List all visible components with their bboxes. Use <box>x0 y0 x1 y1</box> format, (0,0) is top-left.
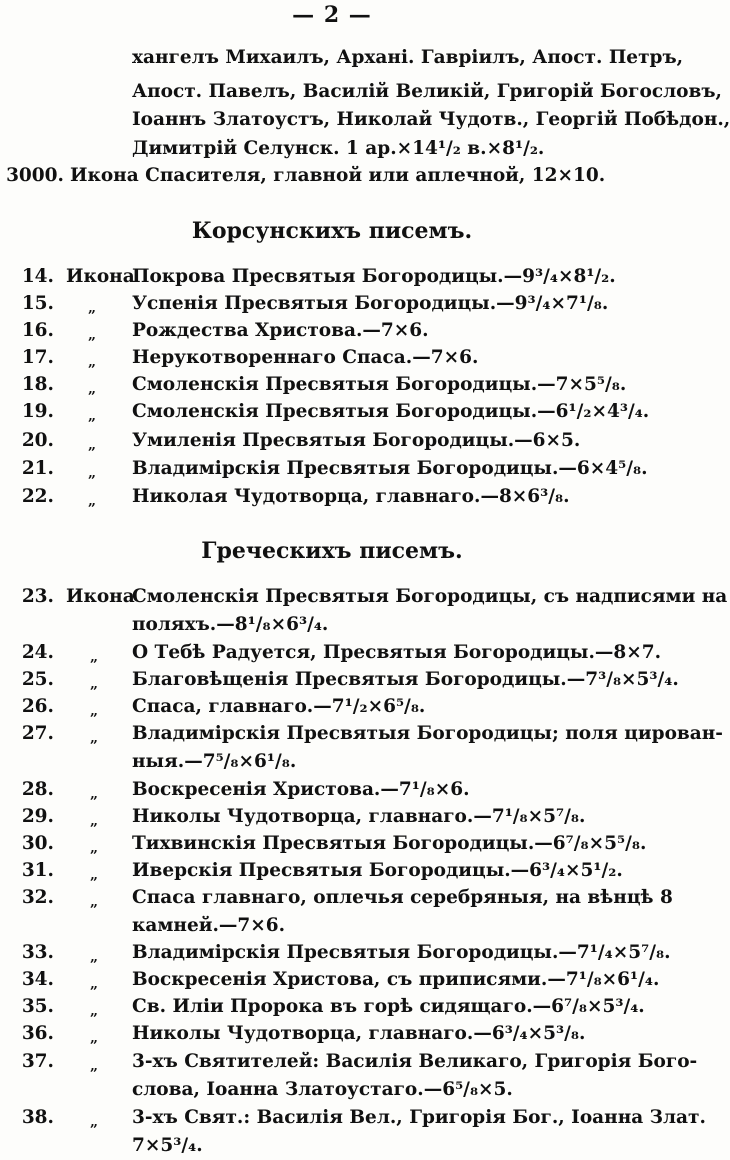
ditto-mark: „ <box>90 676 99 692</box>
entry-number: 21. <box>21 458 54 479</box>
ditto-mark: „ <box>90 730 99 746</box>
continuation-line-1: хангелъ Михаилъ, Архані. Гавріилъ, Апост. Петръ, <box>132 47 684 68</box>
entry-text: Смоленскія Пресвятыя Богородицы.—7×5⁵/₈. <box>132 374 627 395</box>
entry-text-line: Воскресенія Христова, съ приписями.—7¹/₈×6¹/₄. <box>132 969 660 990</box>
entry-lead-word: Икона <box>66 266 135 287</box>
entry-number: 29. <box>21 806 54 827</box>
entry-text: Смоленскія Пресвятыя Богородицы.—6¹/₂×4³/₄. <box>132 401 650 422</box>
entry-number: 33. <box>21 942 54 963</box>
continuation-line-3: Іоаннъ Златоустъ, Николай Чудотв., Георгій Побѣдон., <box>132 109 730 130</box>
entry-text-line: Иверскія Пресвятыя Богородицы.—6³/₄×5¹/₂. <box>132 860 623 881</box>
entry-number: 34. <box>21 969 54 990</box>
ditto-mark: „ <box>90 840 99 856</box>
entry-number: 27. <box>21 723 54 744</box>
entry-number: 28. <box>21 779 54 800</box>
entry-number: 25. <box>21 669 54 690</box>
entry-text: Успенія Пресвятыя Богородицы.—9³/₄×7¹/₈. <box>132 293 609 314</box>
continuation-line-4: Димитрій Селунск. 1 ар.×14¹/₂ в.×8¹/₂. <box>132 138 545 159</box>
entry-number: 18. <box>21 374 54 395</box>
entry-number: 17. <box>21 347 54 368</box>
entry-text: Покрова Пресвятыя Богородицы.—9³/₄×8¹/₂. <box>132 266 616 287</box>
entry-number: 36. <box>21 1023 54 1044</box>
entry-number: 20. <box>21 430 54 451</box>
item-text: Икона Спасителя, главной или аплечной, 12×10. <box>70 165 606 186</box>
entry-text-line: камней.—7×6. <box>132 915 286 936</box>
entry-text-line: 3-хъ Свят.: Василія Вел., Григорія Бог., Іоанна Злат. <box>132 1107 706 1128</box>
entry-text: Владимірскія Пресвятыя Богородицы.—6×4⁵/₈. <box>132 458 648 479</box>
ditto-mark: „ <box>90 1114 99 1130</box>
ditto-mark: „ <box>90 813 99 829</box>
entry-text-line: поляхъ.—8¹/₈×6³/₄. <box>132 614 329 635</box>
entry-number: 37. <box>21 1051 54 1072</box>
entry-text: Рождества Христова.—7×6. <box>132 320 429 341</box>
page-number: — 2 — <box>292 2 372 28</box>
ditto-mark: „ <box>90 976 99 992</box>
entry-number: 30. <box>21 833 54 854</box>
entry-number: 16. <box>21 320 54 341</box>
ditto-mark: „ <box>88 493 97 509</box>
entry-text-line: 3-хъ Святителей: Василія Великаго, Григорія Богo- <box>132 1051 698 1072</box>
entry-number: 31. <box>21 860 54 881</box>
entry-number: 38. <box>21 1107 54 1128</box>
entry-number: 14. <box>21 266 54 287</box>
entry-text: Николая Чудотворца, главнаго.—8×6³/₈. <box>132 486 570 507</box>
ditto-mark: „ <box>88 437 97 453</box>
ditto-mark: „ <box>90 894 99 910</box>
entry-number: 22. <box>21 486 54 507</box>
entry-text-line: ныя.—7⁵/₈×6¹/₈. <box>132 751 297 772</box>
entry-text-line: Николы Чудотворца, главнаго.—6³/₄×5³/₈. <box>132 1023 586 1044</box>
entry-text-line: 7×5³/₄. <box>132 1135 203 1156</box>
ditto-mark: „ <box>90 786 99 802</box>
entry-number: 26. <box>21 696 54 717</box>
entry-text-line: Смоленскія Пресвятыя Богородицы, съ надписями на <box>132 586 728 607</box>
entry-number: 24. <box>21 642 54 663</box>
entry-number: 32. <box>21 887 54 908</box>
entry-number: 15. <box>21 293 54 314</box>
entry-text-line: О Тебѣ Радуется, Пресвятыя Богородицы.—8×7. <box>132 642 662 663</box>
ditto-mark: „ <box>88 408 97 424</box>
entry-lead-word: Икона <box>66 586 135 607</box>
entry-number: 19. <box>21 401 54 422</box>
ditto-mark: „ <box>88 327 97 343</box>
section-heading-greek: Греческихъ писемъ. <box>201 538 463 564</box>
entry-text-line: Спаса, главнаго.—7¹/₂×6⁵/₈. <box>132 696 426 717</box>
ditto-mark: „ <box>90 1030 99 1046</box>
ditto-mark: „ <box>88 381 97 397</box>
entry-text-line: Спаса главнаго, оплечья серебряныя, на вѣнцѣ 8 <box>132 887 673 908</box>
entry-text-line: Благовѣщенія Пресвятыя Богородицы.—7³/₈×5³/₄. <box>132 669 679 690</box>
ditto-mark: „ <box>88 465 97 481</box>
entry-number: 35. <box>21 996 54 1017</box>
entry-text-line: Св. Иліи Пророка въ горѣ сидящаго.—6⁷/₈×5³/₄. <box>132 996 645 1017</box>
section-heading-korsun: Корсунскихъ писемъ. <box>191 218 473 244</box>
ditto-mark: „ <box>88 300 97 316</box>
entry-text: Нерукотвореннаго Спаса.—7×6. <box>132 347 479 368</box>
entry-number: 23. <box>21 586 54 607</box>
entry-text-line: Владимірскія Пресвятыя Богородицы; поля цирован- <box>132 723 723 744</box>
ditto-mark: „ <box>90 703 99 719</box>
ditto-mark: „ <box>90 1058 99 1074</box>
entry-text-line: Владимірскія Пресвятыя Богородицы.—7¹/₄×5⁷/₈. <box>132 942 671 963</box>
ditto-mark: „ <box>90 867 99 883</box>
entry-text-line: Николы Чудотворца, главнаго.—7¹/₈×5⁷/₈. <box>132 806 586 827</box>
ditto-mark: „ <box>90 649 99 665</box>
continuation-line-2: Апост. Павелъ, Василій Великій, Григорій Богословъ, <box>132 81 722 102</box>
ditto-mark: „ <box>88 354 97 370</box>
entry-text-line: слова, Іоанна Златоустаго.—6⁵/₈×5. <box>132 1079 513 1100</box>
item-number: 3000. <box>6 165 64 186</box>
ditto-mark: „ <box>90 1003 99 1019</box>
entry-text-line: Тихвинскія Пресвятыя Богородицы.—6⁷/₈×5⁵/₈. <box>132 833 647 854</box>
entry-text-line: Воскресенія Христова.—7¹/₈×6. <box>132 779 470 800</box>
ditto-mark: „ <box>90 949 99 965</box>
entry-text: Умиленія Пресвятыя Богородицы.—6×5. <box>132 430 581 451</box>
